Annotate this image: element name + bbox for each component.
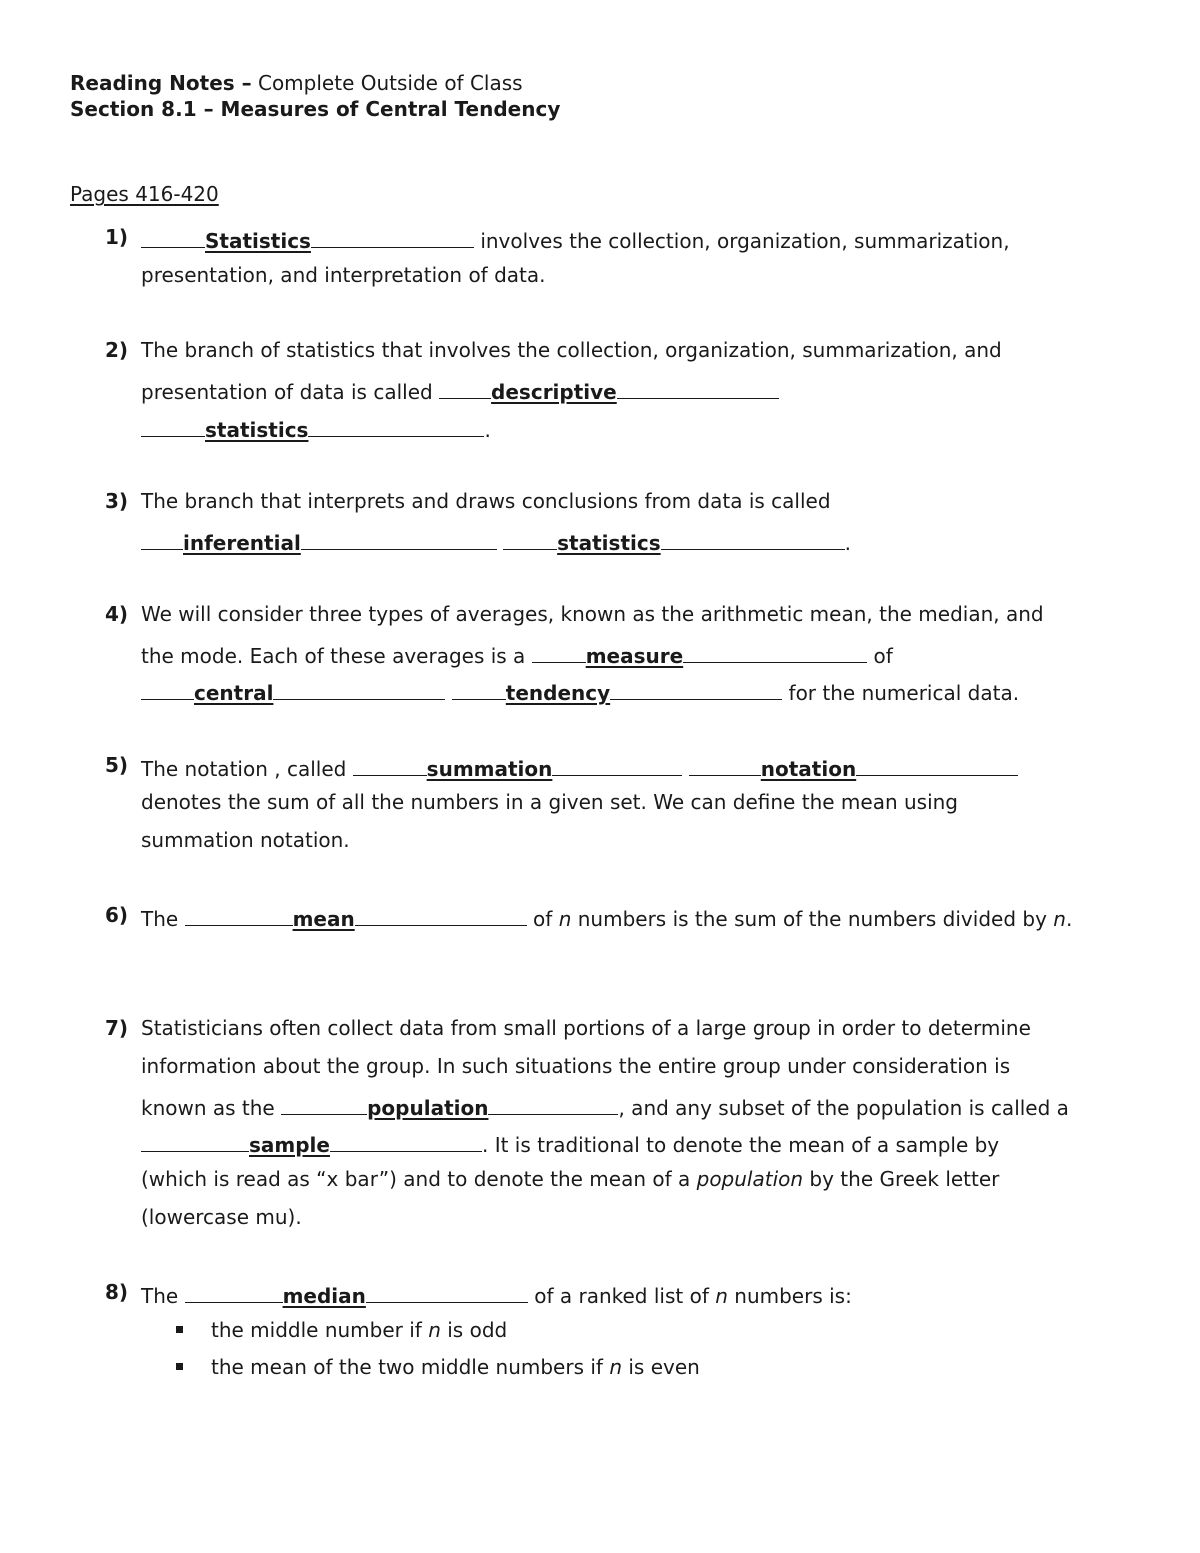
item-number-5: 5) <box>105 753 129 777</box>
blank-line <box>488 1094 618 1115</box>
answer-median: median <box>282 1284 366 1308</box>
bullet-1-text-a: the middle number if <box>211 1318 429 1342</box>
bullet-2-n: n <box>609 1355 622 1379</box>
item-6-n2: n <box>1053 907 1066 931</box>
reading-notes-sub: Complete Outside of Class <box>257 71 523 95</box>
item-8-text-1: The <box>141 1284 185 1308</box>
item-7-text-2: information about the group. In such situations the entire group under consideration is <box>141 1054 1011 1078</box>
blank-line <box>141 1131 249 1152</box>
section-title: Section 8.1 – Measures of Central Tendency <box>70 97 561 121</box>
item-2-text-1: The branch of statistics that involves the collection, organization, summarization, and <box>141 338 1002 362</box>
item-7-text-4: , and any subset of the population is called a <box>618 1096 1069 1120</box>
blank-line <box>661 529 845 550</box>
blank-line <box>141 529 183 550</box>
item-2-text-2: presentation of data is called <box>141 380 440 404</box>
blank-line <box>532 642 586 663</box>
item-7-text-3: known as the <box>141 1096 282 1120</box>
blank-line <box>610 679 782 700</box>
blank-line <box>311 227 474 248</box>
item-4-text-3: for the numerical data. <box>782 681 1020 705</box>
blank-line <box>452 679 506 700</box>
item-6-line-1 <box>141 905 1072 929</box>
answer-notation: notation <box>760 757 857 781</box>
item-7-text-6c: by the Greek letter <box>803 1167 1000 1191</box>
item-number-7: 7) <box>105 1016 129 1040</box>
item-4-line-3 <box>141 679 1019 703</box>
blank-line <box>141 679 194 700</box>
answer-measure: measure <box>585 644 684 668</box>
blank-line <box>683 642 867 663</box>
item-7-line-4 <box>141 1131 999 1155</box>
blank-line <box>281 1094 367 1115</box>
answer-summation: summation <box>426 757 553 781</box>
item-6-end: . <box>1065 907 1073 931</box>
item-3-end: . <box>844 531 851 555</box>
answer-inferential: inferential <box>183 531 301 555</box>
item-2-end: . <box>484 418 491 442</box>
item-7-text-1: Statisticians often collect data from small portions of a large group in order to determine <box>141 1016 1031 1040</box>
item-8-n: n <box>715 1284 728 1308</box>
square-bullet-icon <box>176 1326 183 1333</box>
blank-line <box>308 416 484 437</box>
answer-tendency: tendency <box>505 681 611 705</box>
blank-line <box>355 905 527 926</box>
reading-notes-label: Reading Notes – <box>70 71 252 95</box>
item-4-of: of <box>867 644 893 668</box>
item-3-text-1: The branch that interprets and draws conclusions from data is called <box>141 489 831 513</box>
item-number-3: 3) <box>105 489 129 513</box>
bullet-item-2 <box>176 1357 700 1377</box>
item-1-text-2: presentation, and interpretation of data. <box>141 263 546 287</box>
item-2-line-3 <box>141 416 491 440</box>
item-number-4: 4) <box>105 602 129 626</box>
bullet-2-text-a: the mean of the two middle numbers if <box>211 1355 610 1379</box>
item-4-line-2 <box>141 642 893 666</box>
item-1-line-1 <box>141 227 1010 251</box>
blank-line <box>689 755 761 776</box>
item-2-line-2 <box>141 378 779 402</box>
item-5-text-3: summation notation. <box>141 828 350 852</box>
blank-line <box>141 416 205 437</box>
item-7-text-5: . It is traditional to denote the mean of a sample by <box>481 1133 1000 1157</box>
item-number-8: 8) <box>105 1280 129 1304</box>
square-bullet-icon <box>176 1363 183 1370</box>
answer-central: central <box>194 681 274 705</box>
blank-line <box>353 755 427 776</box>
blank-line <box>185 905 293 926</box>
blank-line <box>330 1131 482 1152</box>
blank-line <box>185 1282 283 1303</box>
blank-line <box>617 378 779 399</box>
item-5-text-1: The notation , called <box>141 757 353 781</box>
answer-statistics-3: statistics <box>557 531 661 555</box>
bullet-1-text-b: is odd <box>440 1318 508 1342</box>
blank-line <box>503 529 557 550</box>
bullet-1-n: n <box>428 1318 441 1342</box>
item-number-2: 2) <box>105 338 129 362</box>
item-7-text-6a: (which is read as “x bar”) and to denote the mean of a <box>141 1167 697 1191</box>
answer-statistics-2: statistics <box>205 418 309 442</box>
bullet-item-1 <box>176 1320 507 1340</box>
blank-line <box>273 679 445 700</box>
item-4-text-2: the mode. Each of these averages is a <box>141 644 532 668</box>
item-6-text-2: of <box>526 907 559 931</box>
item-5-text-2: denotes the sum of all the numbers in a given set. We can define the mean using <box>141 790 959 814</box>
answer-descriptive: descriptive <box>491 380 617 404</box>
answer-sample: sample <box>249 1133 330 1157</box>
item-8-text-2: of a ranked list of <box>527 1284 716 1308</box>
blank-line <box>301 529 497 550</box>
header-line-1 <box>70 73 523 93</box>
item-6-n: n <box>558 907 572 931</box>
blank-line <box>366 1282 528 1303</box>
item-6-text-1: The <box>141 907 185 931</box>
answer-statistics: Statistics <box>205 229 311 253</box>
pages-label: Pages 416-420 <box>70 182 219 206</box>
item-7-text-6b: population <box>696 1167 804 1191</box>
item-5-line-1 <box>141 755 1018 779</box>
item-7-line-3 <box>141 1094 1069 1118</box>
item-number-1: 1) <box>105 225 129 249</box>
item-7-text-7: (lowercase mu). <box>141 1205 302 1229</box>
blank-line <box>552 755 682 776</box>
item-1-text-1: involves the collection, organization, summarization, <box>473 229 1010 253</box>
item-8-line-1 <box>141 1282 852 1306</box>
item-7-line-5 <box>141 1169 999 1189</box>
item-6-text-3: numbers is the sum of the numbers divided by <box>571 907 1054 931</box>
item-4-text-1: We will consider three types of averages, known as the arithmetic mean, the median, and <box>141 602 1044 626</box>
item-8-text-3: numbers is: <box>727 1284 852 1308</box>
blank-line <box>856 755 1018 776</box>
answer-population: population <box>367 1096 489 1120</box>
item-number-6: 6) <box>105 903 129 927</box>
item-3-line-2 <box>141 529 851 553</box>
answer-mean: mean <box>292 907 355 931</box>
bullet-2-text-b: is even <box>622 1355 700 1379</box>
blank-line <box>439 378 491 399</box>
blank-line <box>141 227 205 248</box>
